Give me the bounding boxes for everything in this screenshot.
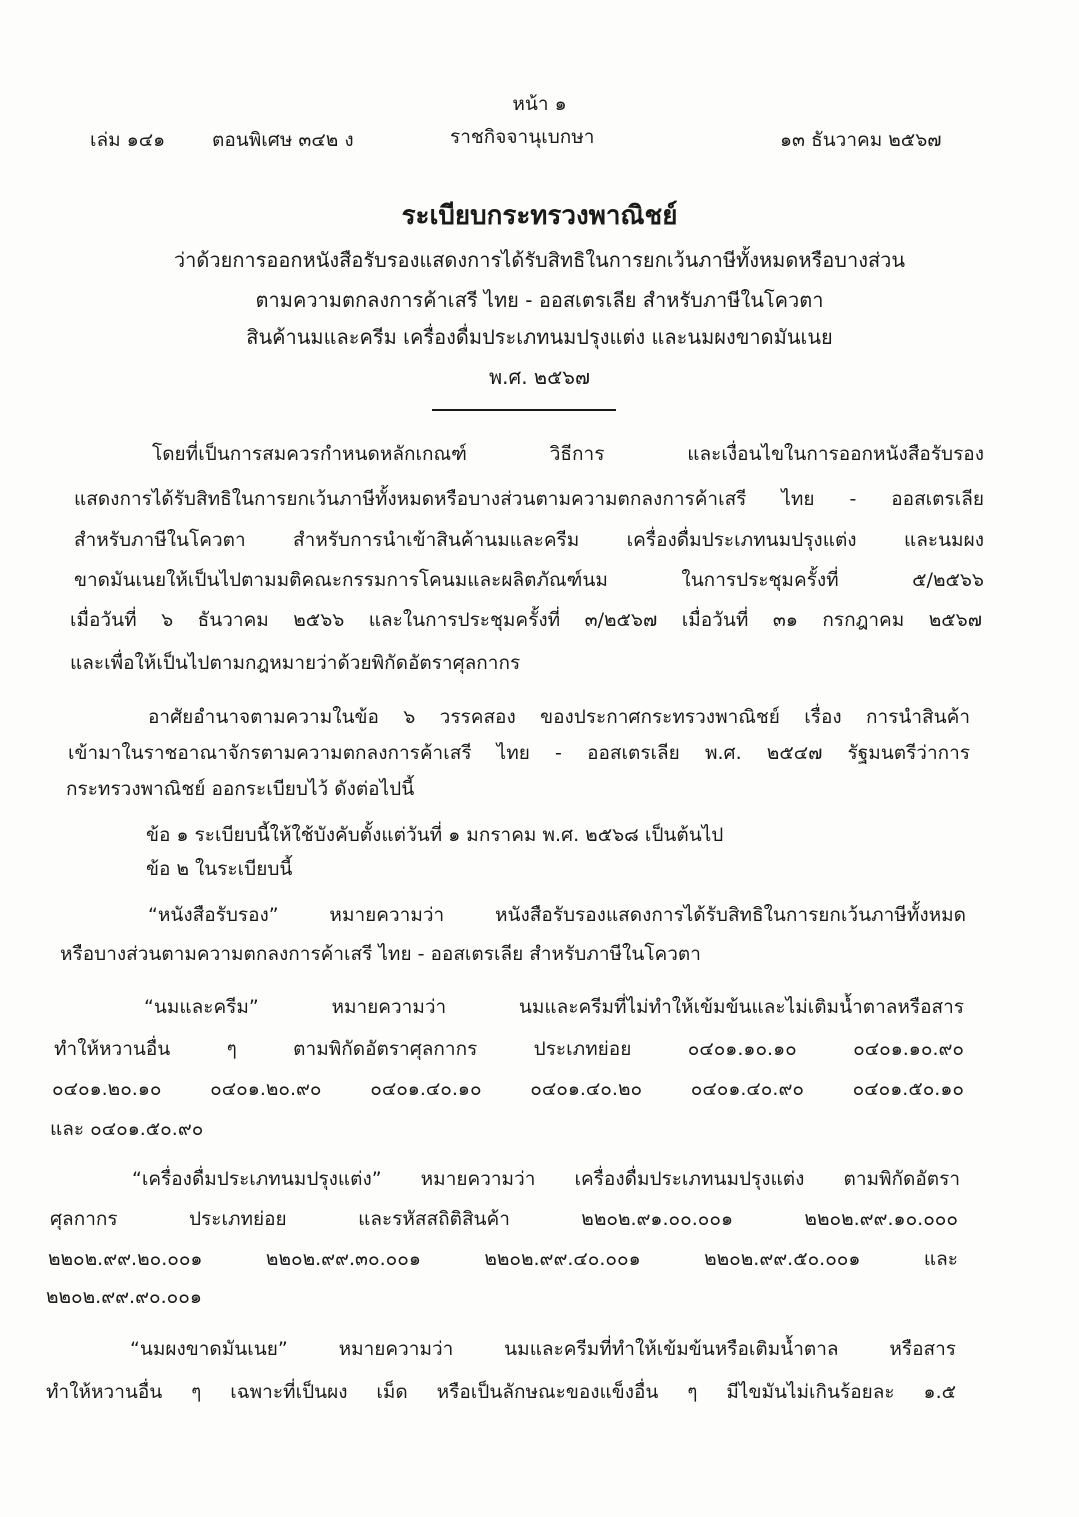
body-line: ขาดมันเนยให้เป็นไปตามมติคณะกรรมการโคนมและผลิตภัณฑ์นม ในการประชุมครั้งที่ ๕/๒๕๖๖ bbox=[74, 569, 984, 591]
page-number: หน้า ๑ bbox=[512, 93, 567, 115]
definition-milk-cream: “นมและครีม” หมายความว่า นมและครีมที่ไม่ทำให้เข้มข้นและไม่เติมน้ำตาลหรือสาร bbox=[144, 996, 964, 1018]
body-line: โดยที่เป็นการสมควรกำหนดหลักเกณฑ์ วิธีการ และเงื่อนไขในการออกหนังสือรับรอง bbox=[152, 443, 984, 465]
title-divider bbox=[432, 409, 616, 411]
subtitle-line: ว่าด้วยการออกหนังสือรับรองแสดงการได้รับสิทธิในการยกเว้นภาษีทั้งหมดหรือบางส่วน bbox=[173, 248, 906, 272]
body-line: เข้ามาในราชอาณาจักรตามความตกลงการค้าเสรี ไทย - ออสเตรเลีย พ.ศ. ๒๕๔๗ รัฐมนตรีว่าการ bbox=[68, 742, 970, 764]
clause-1: ข้อ ๑ ระเบียบนี้ให้ใช้บังคับตั้งแต่วันที่ ๑ มกราคม พ.ศ. ๒๕๖๘ เป็นต้นไป bbox=[146, 824, 724, 846]
body-line: ทำให้หวานอื่น ๆ ตามพิกัดอัตราศุลกากร ประเภทย่อย ๐๔๐๑.๑๐.๑๐ ๐๔๐๑.๑๐.๙๐ bbox=[54, 1038, 964, 1060]
body-line: ศุลกากร ประเภทย่อย และรหัสสถิติสินค้า ๒๒๐๒.๙๑.๐๐.๐๐๑ ๒๒๐๒.๙๙.๑๐.๐๐๐ bbox=[50, 1208, 958, 1230]
body-line: สำหรับภาษีในโควตา สำหรับการนำเข้าสินค้านมและครีม เครื่องดื่มประเภทนมปรุงแต่ง และนมผง bbox=[74, 529, 984, 551]
regulation-year: พ.ศ. ๒๕๖๗ bbox=[488, 365, 590, 389]
definition-flavored-milk: “เครื่องดื่มประเภทนมปรุงแต่ง” หมายความว่า เครื่องดื่มประเภทนมปรุงแต่ง ตามพิกัดอัตรา bbox=[132, 1168, 960, 1190]
definition-skim-milk-powder: “นมผงขาดมันเนย” หมายความว่า นมและครีมที่ทำให้เข้มข้นหรือเติมน้ำตาล หรือสาร bbox=[130, 1338, 956, 1360]
volume-label: เล่ม ๑๔๑ bbox=[90, 129, 166, 151]
regulation-title: ระเบียบกระทรวงพาณิชย์ bbox=[401, 201, 678, 231]
body-line: และ ๐๔๐๑.๕๐.๙๐ bbox=[50, 1118, 204, 1140]
body-line: กระทรวงพาณิชย์ ออกระเบียบไว้ ดังต่อไปนี้ bbox=[66, 778, 415, 800]
subtitle-line: ตามความตกลงการค้าเสรี ไทย - ออสเตรเลีย สำหรับภาษีในโควตา bbox=[255, 288, 824, 312]
definition-certificate: “หนังสือรับรอง” หมายความว่า หนังสือรับรองแสดงการได้รับสิทธิในการยกเว้นภาษีทั้งหมด bbox=[148, 904, 966, 926]
body-line: อาศัยอำนาจตามความในข้อ ๖ วรรคสอง ของประกาศกระทรวงพาณิชย์ เรื่อง การนำสินค้า bbox=[148, 706, 970, 728]
body-line: เมื่อวันที่ ๖ ธันวาคม ๒๕๖๖ และในการประชุมครั้งที่ ๓/๒๕๖๗ เมื่อวันที่ ๓๑ กรกฎาคม ๒๕๖๗ bbox=[70, 609, 982, 631]
body-line: แสดงการได้รับสิทธิในการยกเว้นภาษีทั้งหมดหรือบางส่วนตามความตกลงการค้าเสรี ไทย - ออสเตรเลีย bbox=[74, 488, 984, 510]
body-line: ทำให้หวานอื่น ๆ เฉพาะที่เป็นผง เม็ด หรือเป็นลักษณะของแข็งอื่น ๆ มีไขมันไม่เกินร้อยละ ๑.๕ bbox=[46, 1381, 956, 1403]
body-line: ๒๒๐๒.๙๙.๒๐.๐๐๑ ๒๒๐๒.๙๙.๓๐.๐๐๑ ๒๒๐๒.๙๙.๔๐.๐๐๑ ๒๒๐๒.๙๙.๕๐.๐๐๑ และ bbox=[48, 1248, 958, 1270]
gazette-name: ราชกิจจานุเบกษา bbox=[450, 126, 595, 148]
body-line: ๒๒๐๒.๙๙.๙๐.๐๐๑ bbox=[46, 1286, 202, 1308]
body-line: หรือบางส่วนตามความตกลงการค้าเสรี ไทย - ออสเตรเลีย สำหรับภาษีในโควตา bbox=[60, 943, 701, 965]
body-line: ๐๔๐๑.๒๐.๑๐ ๐๔๐๑.๒๐.๙๐ ๐๔๐๑.๔๐.๑๐ ๐๔๐๑.๔๐.๒๐ ๐๔๐๑.๔๐.๙๐ ๐๔๐๑.๕๐.๑๐ bbox=[52, 1078, 964, 1100]
subtitle-line: สินค้านมและครีม เครื่องดื่มประเภทนมปรุงแต่ง และนมผงขาดมันเนย bbox=[246, 325, 833, 349]
gazette-date: ๑๓ ธันวาคม ๒๕๖๗ bbox=[780, 129, 942, 151]
clause-2: ข้อ ๒ ในระเบียบนี้ bbox=[146, 858, 293, 880]
body-line: และเพื่อให้เป็นไปตามกฎหมายว่าด้วยพิกัดอัตราศุลกากร bbox=[70, 652, 521, 674]
issue-label: ตอนพิเศษ ๓๔๒ ง bbox=[212, 129, 354, 151]
